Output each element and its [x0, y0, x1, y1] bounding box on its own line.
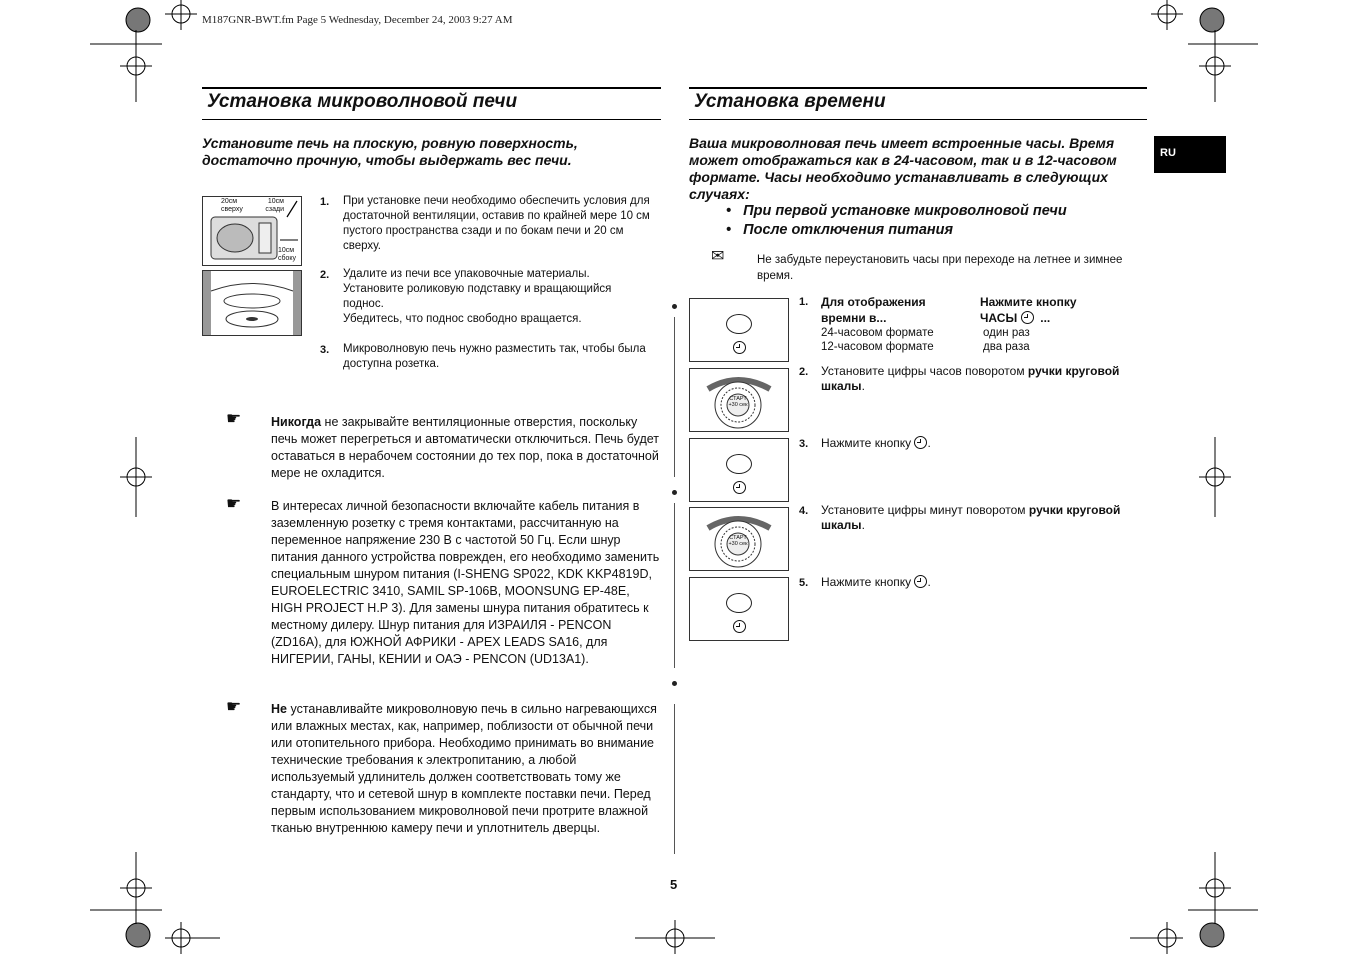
right-title-rule-bottom: [689, 119, 1147, 120]
bullet-first-install: • При первой установке микроволновой печи: [726, 203, 1067, 219]
pointing-hand-icon: ☛: [226, 494, 242, 513]
step1-row2-format: 12-часовом формате: [821, 341, 934, 353]
panel-clock-button-2: [689, 438, 789, 502]
divider-line: [674, 317, 675, 477]
page-number: 5: [670, 877, 678, 892]
divider-line: [674, 503, 675, 668]
step1-row1-press: один раз: [983, 327, 1030, 339]
dial-start-label[interactable]: СТАРТ +30 сек: [728, 396, 748, 408]
pointing-hand-icon: ☛: [226, 697, 242, 716]
left-title-rule-bottom: [202, 119, 661, 120]
step1-col1-header: Для отображения времни в...: [821, 295, 926, 325]
clearance-back-label: 10см сзади: [265, 198, 284, 213]
clock-button-icon[interactable]: [733, 341, 746, 354]
pointing-hand-icon: ☛: [226, 409, 242, 428]
panel-clock-button-3: [689, 577, 789, 641]
display-oval: [726, 314, 752, 334]
clock-icon: [914, 575, 927, 588]
right-section-title: Установка времени: [694, 91, 886, 112]
left-step-3-text: Микроволновую печь нужно разместить так, чтобы была доступна розетка.: [343, 343, 646, 370]
divider-dot: [672, 490, 677, 495]
right-step-3-text: Нажмите кнопку .: [821, 436, 931, 450]
left-section-title: Установка микроволновой печи: [207, 91, 518, 112]
right-step-4-number: 4.: [799, 505, 809, 517]
clearance-side-label: 10см сбоку: [278, 247, 297, 262]
panel-dial-minutes: [689, 507, 789, 571]
clock-button-icon[interactable]: [733, 481, 746, 494]
turntable-drawing: [203, 271, 301, 335]
right-step-5-number: 5.: [799, 577, 809, 589]
envelope-note-icon: ✉: [711, 248, 725, 265]
step1-row1-format: 24-часовом формате: [821, 327, 934, 339]
clearance-top-label: 20см сверху: [221, 198, 243, 213]
divider-line: [674, 704, 675, 854]
step1-row2-press: два раза: [983, 341, 1030, 353]
right-title-rule-top: [689, 87, 1147, 89]
bullet-power-loss: • После отключения питания: [726, 222, 954, 238]
display-oval: [726, 593, 752, 613]
right-step-2-text: Установите цифры часов поворотом ручки круговой шкалы.: [821, 364, 1120, 393]
divider-dot: [672, 304, 677, 309]
clock-icon: [1021, 311, 1034, 324]
turntable-figure: [202, 270, 302, 336]
right-step-5-text: Нажмите кнопку .: [821, 575, 931, 589]
note-daylight-saving: Не забудьте переустановить часы при переходе на летнее и зимнее время.: [757, 254, 1123, 282]
left-intro: Установите печь на плоскую, ровную поверхность, достаточно прочную, чтобы выдержать вес печи.: [202, 135, 578, 168]
right-step-3-number: 3.: [799, 438, 809, 450]
file-header: M187GNR-BWT.fm Page 5 Wednesday, December 24, 2003 9:27 AM: [202, 14, 513, 26]
right-intro: Ваша микроволновая печь имеет встроенные часы. Время может отображаться как в 24-часовом, так и в 12-часовом формате. Часы необходимо устанавливать в следующих случаях:: [689, 135, 1117, 202]
divider-dot: [672, 681, 677, 686]
left-step-2-note: Убедитесь, что поднос свободно вращается.: [343, 313, 582, 325]
display-oval: [726, 454, 752, 474]
right-step-4-text: Установите цифры минут поворотом ручки круговой шкалы.: [821, 503, 1121, 532]
left-step-1-number: 1.: [320, 196, 330, 208]
right-step-1-number: 1.: [799, 296, 809, 308]
left-step-1-text: При установке печи необходимо обеспечить условия для достаточной вентиляции, оставив по крайней мере 10 см пустого пространства сзади и по бокам печи и 20 см сверху.: [343, 195, 650, 252]
clock-button-icon[interactable]: [733, 620, 746, 633]
left-step-2-number: 2.: [320, 269, 330, 281]
dial-start-label[interactable]: СТАРТ +30 сек: [728, 535, 748, 547]
left-step-2-text: Удалите из печи все упаковочные материалы. Установите роликовую подставку и вращающийся поднос.: [343, 268, 612, 310]
step1-col2-header: Нажмите кнопку ЧАСЫ ...: [980, 295, 1077, 325]
warning-ventilation: Никогда не закрывайте вентиляционные отверстия, поскольку печь может перегреться и автоматически отключиться. Печь будет оставаться в нерабочем состоянии до тех пор, пока в достаточной мере не охладится.: [271, 415, 660, 480]
panel-dial-hours: [689, 368, 789, 432]
language-tab: RU: [1154, 136, 1226, 173]
right-step-2-number: 2.: [799, 366, 809, 378]
left-step-3-number: 3.: [320, 344, 330, 356]
warning-power-cable: В интересах личной безопасности включайте кабель питания в заземленную розетку с тремя контактами, рассчитанную на переменное напряжение 230 В с частотой 50 Гц. Если шнур питания данного устройства поврежден, его необходимо заменить специальным шнуром питания (I-SHENG SP022, KDK KKP4819D, EUROELECTRIC 3410, SAMIL SP-106B, MOONSUNG EP-48E, HIGH PROJECT H.P 3). Для замены шнура питания обратитесь к местному дилеру. Шнур питания для ИЗРАИЛЯ - PENCON (ZD16A), для ЮЖНОЙ АФРИКИ - APEX LEADS SA16, для НИГЕРИИ, ГАНЫ, КЕНИИ и ОАЭ - PENCON (UD13A1).: [271, 499, 660, 666]
left-title-rule-top: [202, 87, 661, 89]
panel-clock-button-1: [689, 298, 789, 362]
clock-icon: [914, 436, 927, 449]
warning-location: Не устанавливайте микроволновую печь в сильно нагревающихся или влажных местах, как, например, поблизости от обычной печи или отопительного прибора. Необходимо принимать во внимание технические требования к электропитанию, а любой используемый удлинитель должен соответствовать тому же стандарту, что и сетевой шнур в комплекте поставки печи. Перед первым использованием микроволновой печи протрите влажной тканью внутреннюю камеру печи и уплотнитель дверцы.: [271, 702, 657, 835]
oven-clearance-figure: [202, 196, 302, 266]
